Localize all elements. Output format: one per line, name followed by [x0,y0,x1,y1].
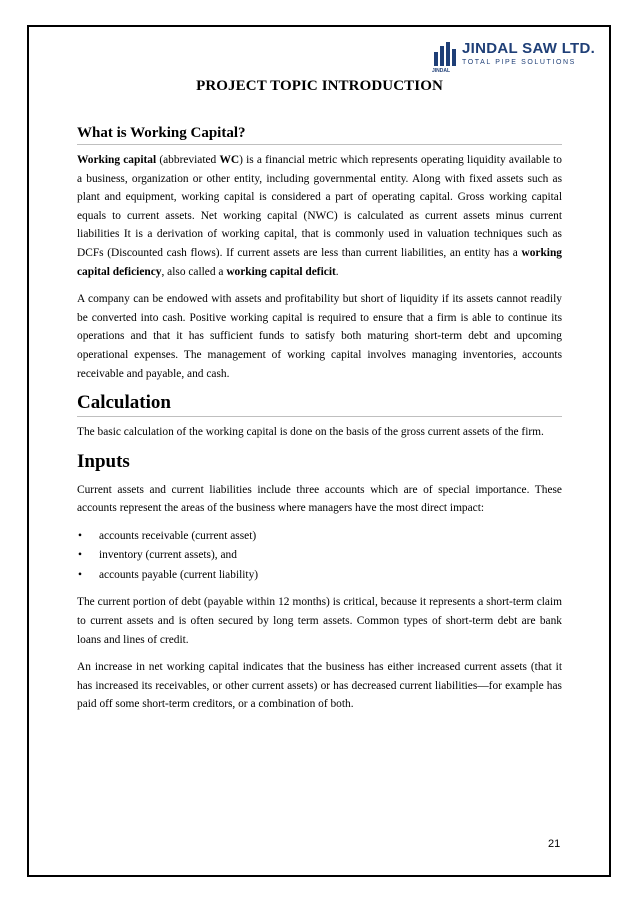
heading-rule [77,144,562,145]
logo-brand-name: JINDAL SAW LTD. [462,40,596,57]
bullet-icon: • [78,568,82,581]
paragraph-net-working-capital: An increase in net working capital indicates that the business has either increased current assets (that it has increased its receivables, or other current assets) or has decreased current liabilities—for example has paid off some short-term creditors, or a combination of both. [77,661,562,711]
bullet-icon: • [78,549,82,562]
paragraph-calculation: The basic calculation of the working capital is done on the basis of the gross current assets of the firm. [77,426,544,439]
page-content [77,78,562,723]
term-wc: WC [219,154,240,166]
bullet-icon: • [78,529,82,542]
page-number: 21 [548,838,561,850]
list-item-text: accounts payable (current liability) [99,568,259,581]
text-span: ) is a financial metric which represents operating liquidity available to a business, organization or other entity, including governmental entity. Along with fixed assets such as plant and equipment, working capital is considered a part of operating capital. Gross working capital equals to current assets. Net working capital (NWC) is calculated as current assets minus current liabilities It is a derivation of working capital, that is commonly used in valuation techniques such as DCFs (Discounted cash flows). If current assets are less than current liabilities, an entity has a [77,154,562,259]
paragraph-inputs-intro: Current assets and current liabilities include three accounts which are of special importance. These accounts represent the areas of the business where managers have the most direct impact: [77,483,562,515]
term-deficit: working capital deficit [226,265,336,278]
term-deficiency: working capital deficiency [77,246,562,278]
text-span: , also called a [161,265,227,278]
list-item [78,546,562,566]
list-item [78,566,562,586]
company-logo [432,40,596,74]
logo-mark-label: JINDAL [432,68,451,74]
list-item-text: accounts receivable (current asset) [99,529,257,542]
page-title: PROJECT TOPIC INTRODUCTION [196,78,443,94]
heading-working-capital: What is Working Capital? [77,125,246,141]
heading-inputs: Inputs [77,450,130,472]
text-span: . [335,265,339,278]
list-item [78,527,562,547]
text-span: (abbreviated [156,154,220,166]
paragraph-definition [77,151,562,281]
accounts-list [77,527,562,586]
term-working-capital: Working capital [77,154,157,166]
heading-rule [77,416,562,417]
list-item-text: inventory (current assets), and [99,549,237,562]
heading-calculation: Calculation [77,392,171,414]
logo-tagline: TOTAL PIPE SOLUTIONS [462,59,576,66]
paragraph-current-debt: The current portion of debt (payable within 12 months) is critical, because it represents a short-term claim to current assets and is often secured by long term assets. Common types of short-term debt are bank loans and lines of credit. [77,596,562,646]
jindal-logo-icon [432,40,458,70]
paragraph-liquidity: A company can be endowed with assets and profitability but short of liquidity if its assets cannot readily be converted into cash. Positive working capital is required to ensure that a firm is able to continue its operations and that it has sufficient funds to satisfy both maturing short-term debt and upcoming operational expenses. The management of working capital involves managing inventories, accounts receivable and payable, and cash. [77,293,562,380]
